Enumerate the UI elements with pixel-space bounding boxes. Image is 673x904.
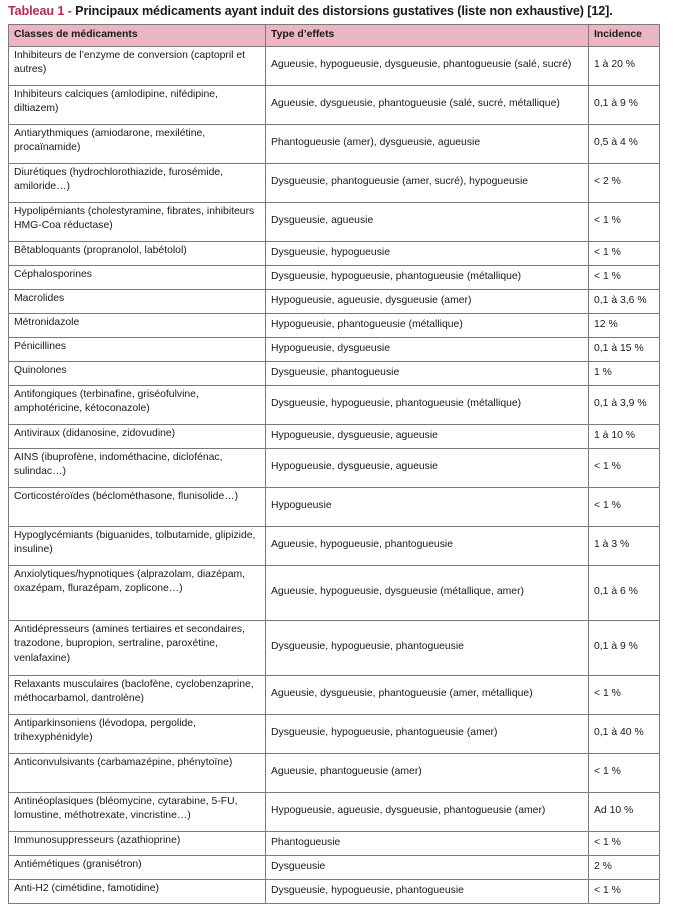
drug-class-cell: Métronidazole [9,314,266,338]
drug-class-cell: Antiparkinsoniens (lévodopa, pergolide, trihexyphénidyle) [9,715,266,754]
effect-type-cell: Hypogueusie, dysgueusie, agueusie [266,449,589,488]
drug-class-cell: Inhibiteurs de l’enzyme de conversion (captopril et autres) [9,47,266,86]
incidence-cell: 0,1 à 3,6 % [589,290,660,314]
effect-type-cell: Hypogueusie [266,488,589,527]
drug-taste-distortion-table [8,24,660,904]
incidence-cell: 0,1 à 40 % [589,715,660,754]
drug-class-cell: Relaxants musculaires (baclofène, cyclobenzaprine, méthocarbamol, dantrolène) [9,676,266,715]
effect-type-cell: Hypogueusie, agueusie, dysgueusie (amer) [266,290,589,314]
incidence-cell: 1 à 20 % [589,47,660,86]
table-header-row [9,25,660,47]
drug-class-cell: Anti-H2 (cimétidine, famotidine) [9,880,266,904]
effect-type-cell: Dysgueusie, hypogueusie [266,242,589,266]
incidence-cell: < 1 % [589,880,660,904]
incidence-cell: Ad 10 % [589,793,660,832]
drug-class-cell: Diurétiques (hydrochlorothiazide, furosémide, amiloride…) [9,164,266,203]
table-caption [8,4,668,18]
effect-type-cell: Phantogueusie (amer), dysgueusie, agueusie [266,125,589,164]
effect-type-cell: Agueusie, dysgueusie, phantogueusie (salé, sucré, métallique) [266,86,589,125]
table-row [9,86,660,125]
drug-class-cell: Antinéoplasiques (bléomycine, cytarabine, 5-FU, lomustine, méthotrexate, vincristine…) [9,793,266,832]
incidence-cell: 0,1 à 6 % [589,566,660,621]
incidence-cell: 12 % [589,314,660,338]
incidence-cell: 0,5 à 4 % [589,125,660,164]
incidence-cell: 1 à 10 % [589,425,660,449]
effect-type-cell: Hypogueusie, dysgueusie [266,338,589,362]
effect-type-cell: Hypogueusie, dysgueusie, agueusie [266,425,589,449]
effect-type-cell: Dysgueusie, hypogueusie, phantogueusie [266,621,589,676]
table-row [9,676,660,715]
table-row [9,754,660,793]
drug-class-cell: Quinolones [9,362,266,386]
drug-class-cell: AINS (ibuprofène, indométhacine, diclofénac, sulindac…) [9,449,266,488]
incidence-cell: < 1 % [589,754,660,793]
incidence-cell: < 1 % [589,488,660,527]
drug-class-cell: Antidépresseurs (amines tertiaires et secondaires, trazodone, bupropion, sertraline, paroxétine, venlafaxine) [9,621,266,676]
drug-class-cell: Antiémétiques (granisétron) [9,856,266,880]
effect-type-cell: Agueusie, hypogueusie, dysgueusie, phantogueusie (salé, sucré) [266,47,589,86]
drug-class-cell: Hypolipémiants (cholestyramine, fibrates, inhibiteurs HMG-Coa réductase) [9,203,266,242]
table-row [9,793,660,832]
table-row [9,314,660,338]
table-row [9,125,660,164]
header-incidence: Incidence [589,25,660,47]
table-row [9,832,660,856]
effect-type-cell: Dysgueusie, phantogueusie (amer, sucré), hypogueusie [266,164,589,203]
table-row [9,880,660,904]
drug-class-cell: Macrolides [9,290,266,314]
effect-type-cell: Phantogueusie [266,832,589,856]
effect-type-cell: Dysgueusie, phantogueusie [266,362,589,386]
incidence-cell: 1 % [589,362,660,386]
incidence-cell: 0,1 à 9 % [589,86,660,125]
incidence-cell: < 1 % [589,242,660,266]
table-row [9,386,660,425]
table-caption-label: Tableau 1 - [8,4,72,18]
table-row [9,425,660,449]
effect-type-cell: Dysgueusie [266,856,589,880]
incidence-cell: 0,1 à 9 % [589,621,660,676]
effect-type-cell: Dysgueusie, agueusie [266,203,589,242]
effect-type-cell: Dysgueusie, hypogueusie, phantogueusie (métallique) [266,386,589,425]
table-row [9,266,660,290]
incidence-cell: < 2 % [589,164,660,203]
drug-class-cell: Immunosuppresseurs (azathioprine) [9,832,266,856]
table-row [9,566,660,621]
drug-class-cell: Inhibiteurs calciques (amlodipine, nifédipine, diltiazem) [9,86,266,125]
drug-class-cell: Hypoglycémiants (biguanides, tolbutamide, glipizide, insuline) [9,527,266,566]
header-effect-type: Type d’effets [266,25,589,47]
table-row [9,338,660,362]
table-row [9,488,660,527]
drug-class-cell: Antifongiques (terbinafine, griséofulvine, amphotéricine, kétoconazole) [9,386,266,425]
incidence-cell: < 1 % [589,832,660,856]
drug-class-cell: Antiviraux (didanosine, zidovudine) [9,425,266,449]
drug-class-cell: Corticostéroïdes (béclométhasone, flunisolide…) [9,488,266,527]
table-row [9,164,660,203]
effect-type-cell: Dysgueusie, hypogueusie, phantogueusie [266,880,589,904]
incidence-cell: < 1 % [589,203,660,242]
effect-type-cell: Agueusie, hypogueusie, dysgueusie (métallique, amer) [266,566,589,621]
effect-type-cell: Hypogueusie, agueusie, dysgueusie, phantogueusie (amer) [266,793,589,832]
incidence-cell: 2 % [589,856,660,880]
table-row [9,242,660,266]
incidence-cell: 0,1 à 15 % [589,338,660,362]
effect-type-cell: Agueusie, dysgueusie, phantogueusie (amer, métallique) [266,676,589,715]
table-row [9,203,660,242]
incidence-cell: < 1 % [589,266,660,290]
table-row [9,621,660,676]
drug-class-cell: Anticonvulsivants (carbamazépine, phénytoïne) [9,754,266,793]
drug-class-cell: Antiarythmiques (amiodarone, mexilétine, procaïnamide) [9,125,266,164]
incidence-cell: 1 à 3 % [589,527,660,566]
table-row [9,715,660,754]
effect-type-cell: Hypogueusie, phantogueusie (métallique) [266,314,589,338]
effect-type-cell: Agueusie, hypogueusie, phantogueusie [266,527,589,566]
drug-class-cell: Pénicillines [9,338,266,362]
effect-type-cell: Agueusie, phantogueusie (amer) [266,754,589,793]
incidence-cell: < 1 % [589,676,660,715]
incidence-cell: 0,1 à 3,9 % [589,386,660,425]
header-drug-class: Classes de médicaments [9,25,266,47]
incidence-cell: < 1 % [589,449,660,488]
table-caption-text: Principaux médicaments ayant induit des distorsions gustatives (liste non exhaustive) [12]. [71,4,613,18]
table-row [9,362,660,386]
drug-class-cell: Céphalosporines [9,266,266,290]
drug-class-cell: Anxiolytiques/hypnotiques (alprazolam, diazépam, oxazépam, flurazépam, zoplicone…) [9,566,266,621]
table-row [9,449,660,488]
effect-type-cell: Dysgueusie, hypogueusie, phantogueusie (métallique) [266,266,589,290]
drug-class-cell: Bêtabloquants (propranolol, labétolol) [9,242,266,266]
table-body [9,47,660,904]
table-row [9,856,660,880]
effect-type-cell: Dysgueusie, hypogueusie, phantogueusie (amer) [266,715,589,754]
table-row [9,527,660,566]
table-row [9,290,660,314]
table-row [9,47,660,86]
